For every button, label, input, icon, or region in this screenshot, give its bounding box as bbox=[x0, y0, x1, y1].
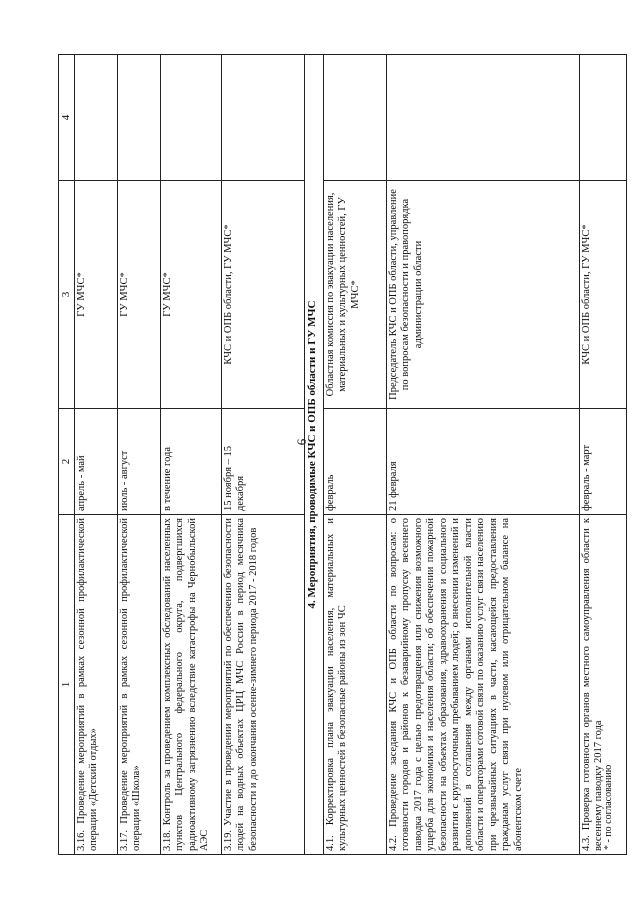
table-row bbox=[323, 55, 386, 855]
measure-period: в течение года bbox=[160, 409, 221, 515]
measure-note bbox=[74, 55, 117, 181]
measure-period: февраль - март bbox=[579, 409, 626, 515]
table-row bbox=[117, 55, 160, 855]
header-row bbox=[59, 55, 75, 855]
footnote: * - по согласованию bbox=[603, 764, 614, 850]
measure-responsible: КЧС и ОПБ области, ГУ МЧС* bbox=[221, 181, 304, 409]
measure-text: 4.2. Проведение заседания КЧС и ОПБ области по вопросам: о готовности городов и районов к безаварийному пропуску весеннего паводка 2017 года с целью предотвращения или снижения возможного ущерба для экономики и населения области; об обеспечении пожарной безопасности на объектах образования, здравоохранения и социального развития с круглосуточным пребыванием людей; о внесении изменений и дополнений в соглашения между органами исполнительной власти области и операторами сотовой связи по оказанию услуг связи населению при чрезвычайных ситуациях в части, касающейся предоставления гражданам услуг связи при нулевом или отрицательном балансе на абонентском счете bbox=[386, 515, 579, 855]
measure-responsible: ГУ МЧС* bbox=[74, 181, 117, 409]
measure-note bbox=[323, 55, 386, 181]
table-row bbox=[221, 55, 304, 855]
measure-text: 3.18. Контроль за проведением комплексных обследований населенных пунктов Центрального федерального округа, подвергшихся радиоактивному загрязнению вследствие катастрофы на Чернобыльской АЭС bbox=[160, 515, 221, 855]
section-row bbox=[304, 55, 323, 855]
rotated-table-container bbox=[58, 55, 604, 855]
measure-note bbox=[386, 55, 579, 181]
measure-responsible: ГУ МЧС* bbox=[117, 181, 160, 409]
header-col-4: 4 bbox=[59, 55, 75, 181]
measure-period: 15 ноября – 15 декабря bbox=[221, 409, 304, 515]
measure-text: 3.17. Проведение мероприятий в рамках сезонной профилактической операции «Школа» bbox=[117, 515, 160, 855]
measure-note bbox=[160, 55, 221, 181]
header-col-2: 2 bbox=[59, 409, 75, 515]
measure-period: февраль bbox=[323, 409, 386, 515]
measure-period: апрель - май bbox=[74, 409, 117, 515]
measure-text: 4.1. Корректировка плана эвакуации населения, материальных и культурных ценностей в безопасные районы из зон ЧС bbox=[323, 515, 386, 855]
measure-period: июль - август bbox=[117, 409, 160, 515]
measure-responsible: КЧС и ОПБ области, ГУ МЧС* bbox=[579, 181, 626, 409]
section-title: 4. Мероприятия, проводимые КЧС и ОПБ области и ГУ МЧС bbox=[304, 55, 323, 855]
measure-note bbox=[221, 55, 304, 181]
header-col-3: 3 bbox=[59, 181, 75, 409]
measure-note bbox=[579, 55, 626, 181]
measure-text: 3.16. Проведение мероприятий в рамках сезонной профилактической операции «Детский отдых» bbox=[74, 515, 117, 855]
table-row bbox=[160, 55, 221, 855]
measure-responsible: Областная комиссия по эвакуации населения, материальных и культурных ценностей, ГУ МЧС* bbox=[323, 181, 386, 409]
measure-text: 3.19. Участие в проведении мероприятий по обеспечению безопасности людей на водных объектах ЦРЦ МЧС России в период месячника безопасности и до окончания осенне-зимнего периода 2017 - 2018 годов bbox=[221, 515, 304, 855]
measure-responsible: Председатель КЧС и ОПБ области, управление по вопросам безопасности и правопорядка администрации области bbox=[386, 181, 579, 409]
table-row bbox=[386, 55, 579, 855]
measure-note bbox=[117, 55, 160, 181]
measure-period: 21 февраля bbox=[386, 409, 579, 515]
measure-responsible: ГУ МЧС* bbox=[160, 181, 221, 409]
measure-text: 4.3. Проверка готовности органов местного самоуправления области к весеннему паводку 2017 года bbox=[579, 515, 626, 855]
header-col-1: 1 bbox=[59, 515, 75, 855]
table-row bbox=[74, 55, 117, 855]
table-row bbox=[579, 55, 626, 855]
page-number: 6 bbox=[294, 438, 309, 446]
measures-table bbox=[58, 54, 627, 855]
